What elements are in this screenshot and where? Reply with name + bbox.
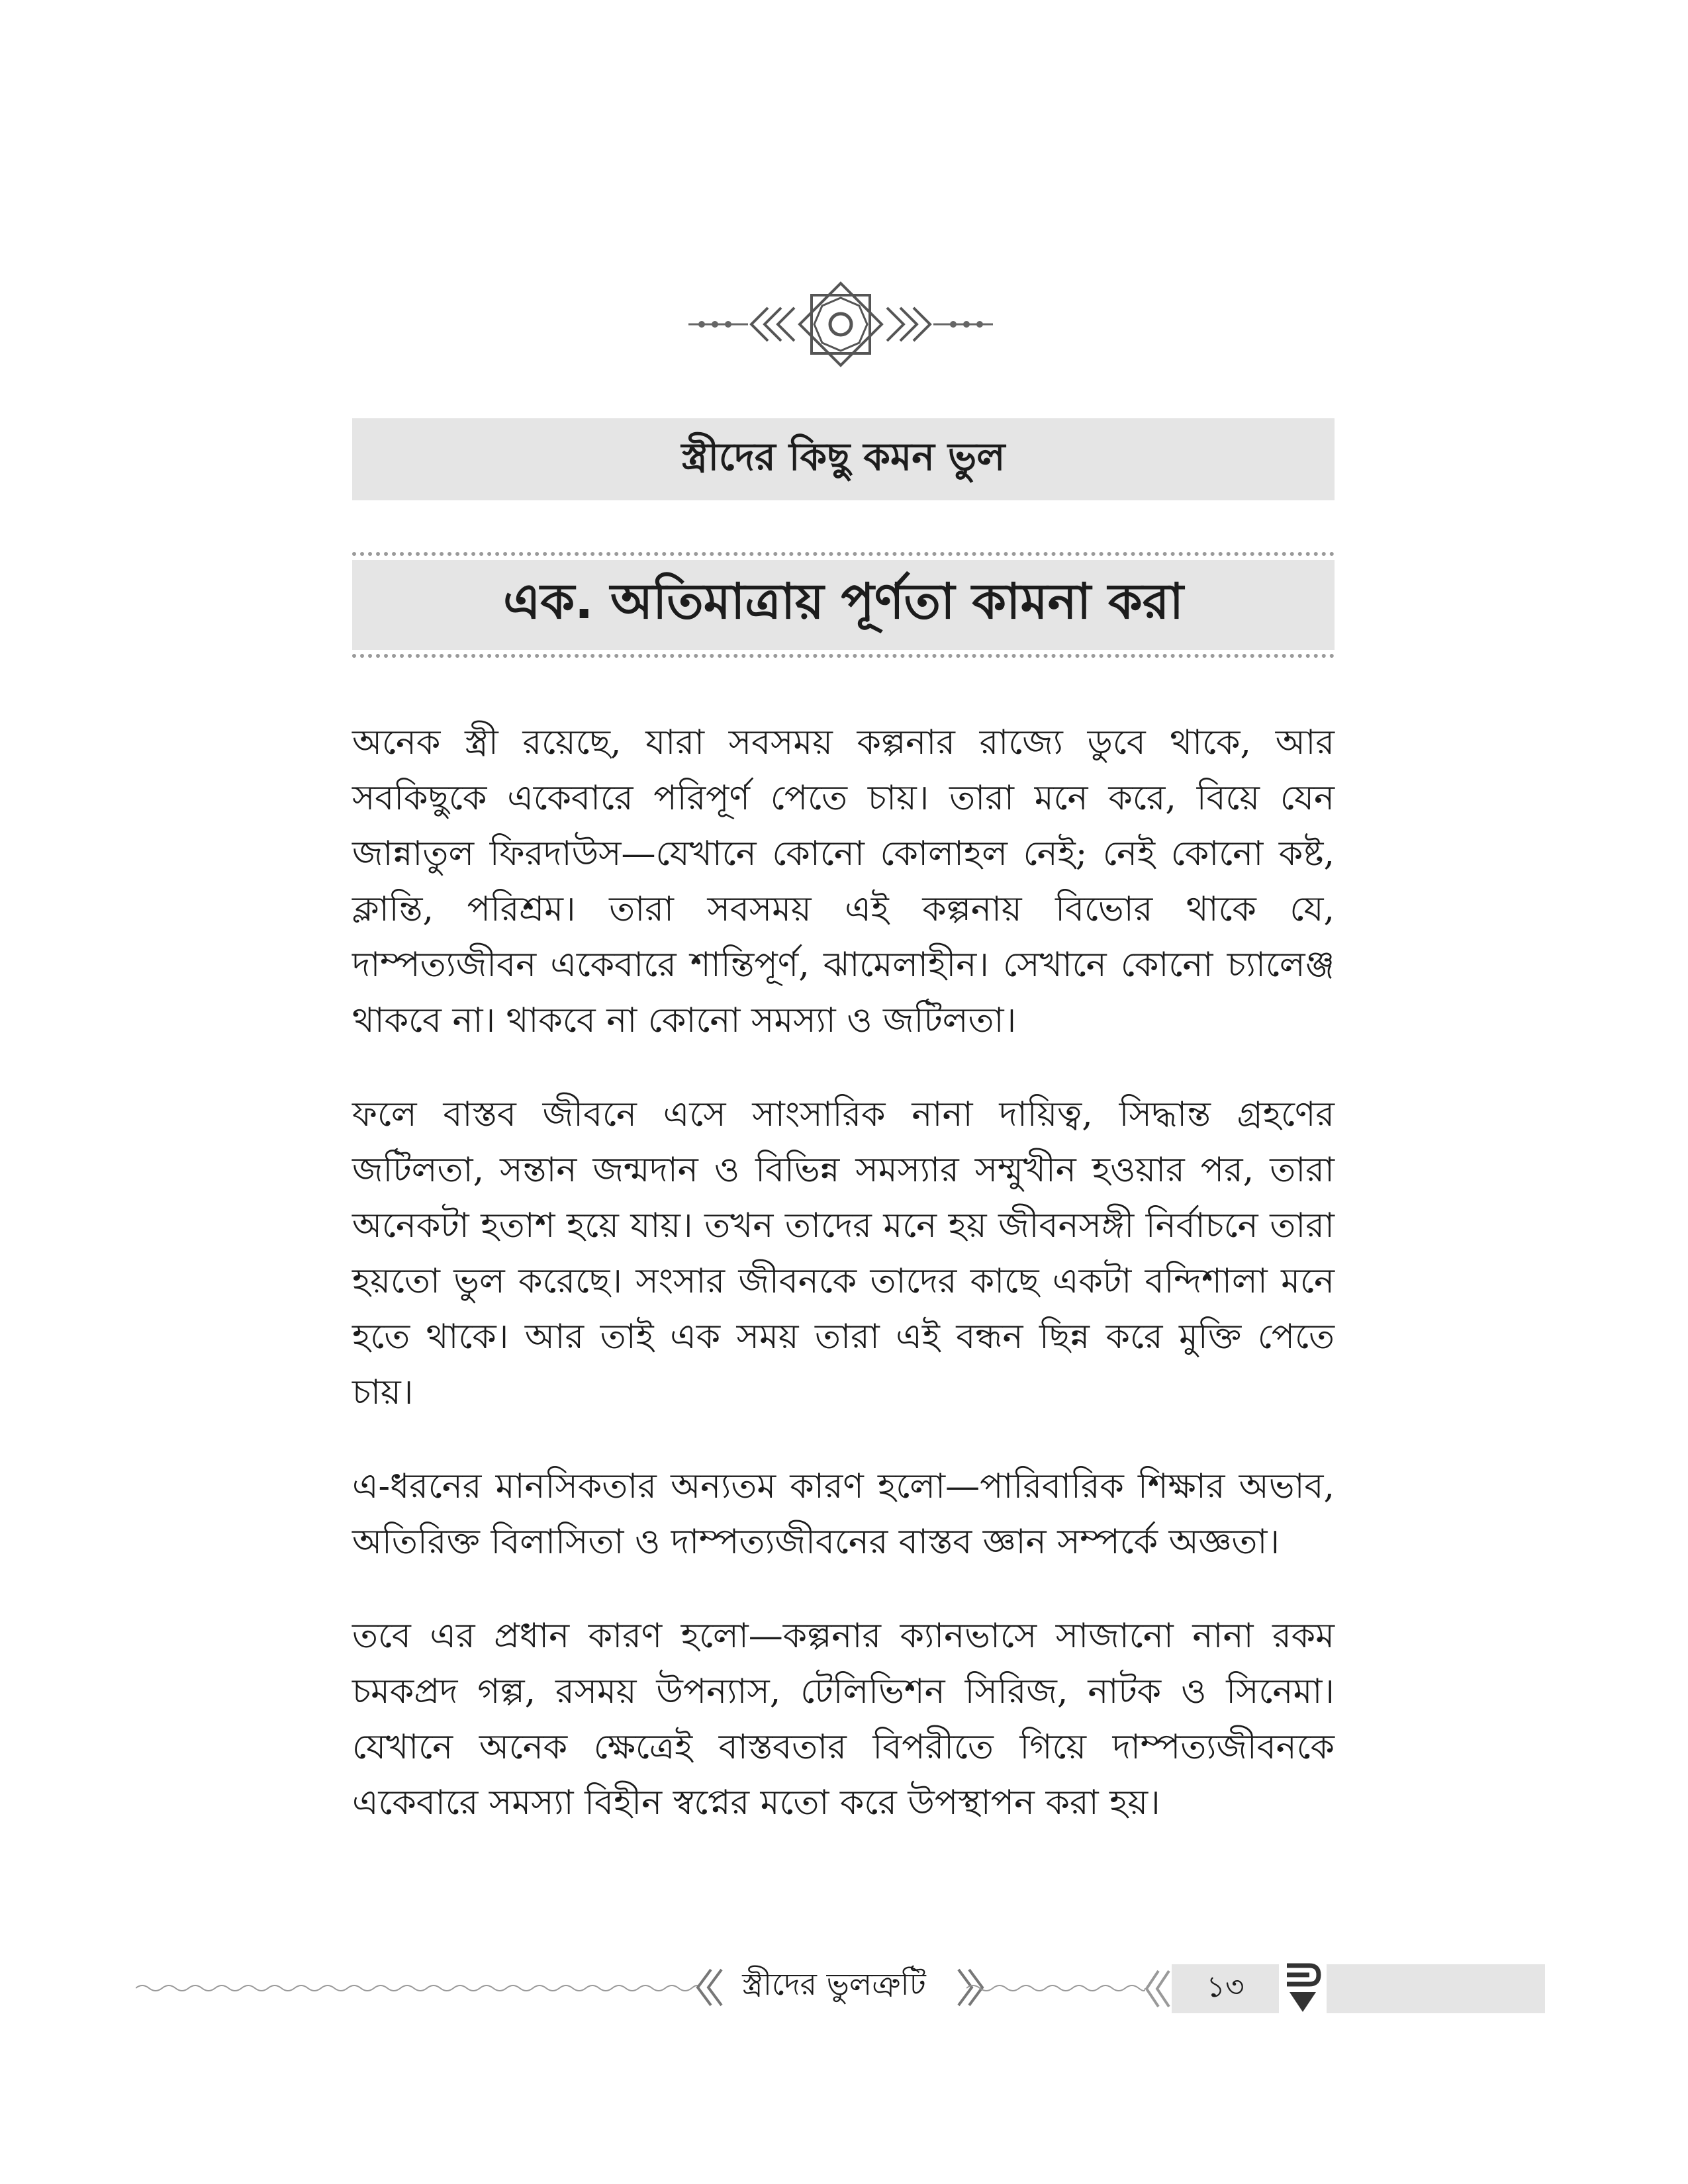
footer-wavy-line — [966, 1980, 1145, 1996]
section-title: স্ত্রীদের কিছু কমন ভুল — [681, 433, 1006, 479]
heading-bottom-divider — [352, 654, 1335, 658]
page-number-box — [1172, 1964, 1279, 2013]
footer-wavy-line — [136, 1980, 698, 1996]
paragraph: অনেক স্ত্রী রয়েছে, যারা সবসময় কল্পনার রাজ্যে ডুবে থাকে, আর সবকিছুকে একেবারে পরিপূর্ণ পেতে চায়। তারা মনে করে, বিয়ে যেন জান্নাতুল ফিরদাউস—যেখানে কোনো কোলাহল নেই; নেই কোনো কষ্ট, ক্লান্তি, পরিশ্রম। তারা সবসময় এই কল্পনায় বিভোর থাকে যে, দাম্পত্যজীবন একেবারে শান্তিপূর্ণ, ঝামেলাহীন। সেখানে কোনো চ্যালেঞ্জ থাকবে না। থাকবে না কোনো সমস্যা ও জটিলতা। — [352, 723, 1335, 1040]
footer-book-title: স্ত্রীদের ভুলত্রুটি — [742, 1966, 926, 2002]
star-ornament-icon — [682, 271, 1000, 377]
body-text — [352, 715, 1335, 1869]
footer-book-title-wrap — [695, 1960, 973, 2013]
page-number: ১৩ — [1206, 1970, 1244, 2004]
chapter-heading: এক. অতিমাত্রায় পূর্ণতা কামনা করা — [503, 572, 1184, 630]
paragraph: তবে এর প্রধান কারণ হলো—কল্পনার ক্যানভাসে সাজানো নানা রকম চমকপ্রদ গল্প, রসময় উপন্যাস, টেলিভিশন সিরিজ, নাটক ও সিনেমা। যেখানে অনেক ক্ষেত্রেই বাস্তবতার বিপরীতে গিয়ে দাম্পত্যজীবনকে একেবারে সমস্যা বিহীন স্বপ্নের মতো করে উপস্থাপন করা হয়। — [352, 1616, 1335, 1823]
section-title-band — [352, 418, 1335, 500]
footer-right-block — [1327, 1964, 1545, 2013]
publisher-mark-icon — [1283, 1959, 1323, 2017]
paragraph: এ-ধরনের মানসিকতার অন্যতম কারণ হলো—পারিবারিক শিক্ষার অভাব, অতিরিক্ত বিলাসিতা ও দাম্পত্যজীবনের বাস্তব জ্ঞান সম্পর্কে অজ্ঞতা। — [352, 1467, 1335, 1562]
paragraph: ফলে বাস্তব জীবনে এসে সাংসারিক নানা দায়িত্ব, সিদ্ধান্ত গ্রহণের জটিলতা, সন্তান জন্মদান ও বিভিন্ন সমস্যার সম্মুখীন হওয়ার পর, তারা অনেকটা হতাশ হয়ে যায়। তখন তাদের মনে হয় জীবনসঙ্গী নির্বাচনে তারা হয়তো ভুল করেছে। সংসার জীবনকে তাদের কাছে একটা বন্দিশালা মনে হতে থাকে। আর তাই এক সময় তারা এই বন্ধন ছিন্ন করে মুক্তি পেতে চায়। — [352, 1095, 1335, 1412]
chapter-heading-band — [352, 560, 1335, 650]
heading-top-divider — [352, 552, 1335, 556]
